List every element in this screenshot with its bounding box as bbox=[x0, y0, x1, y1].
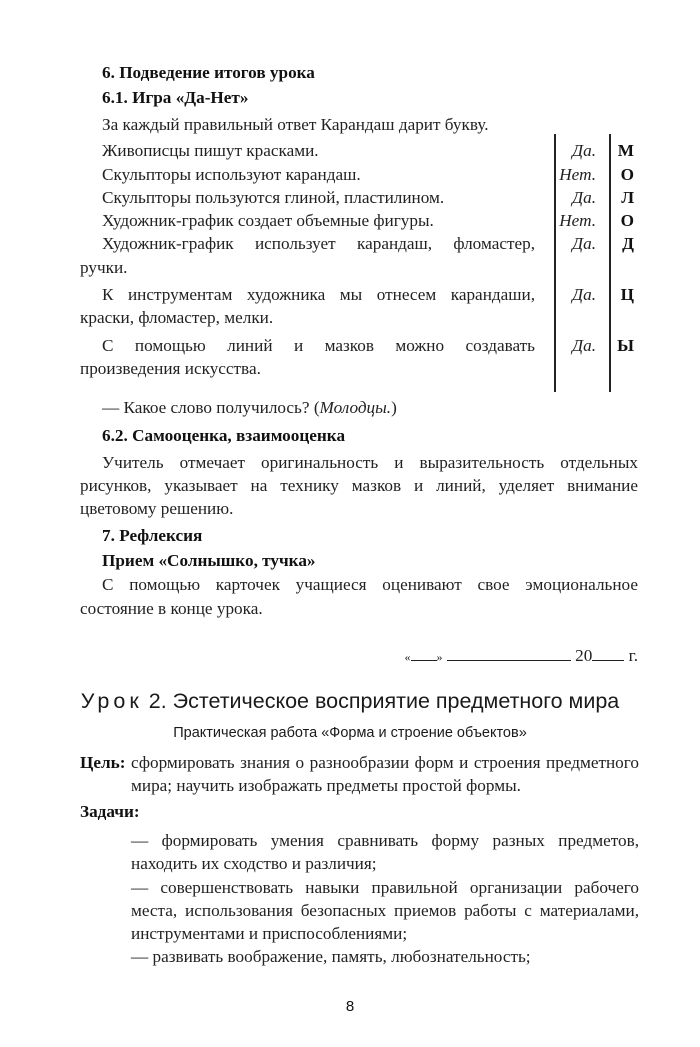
question-text: — Какое слово получилось? ( bbox=[102, 398, 320, 418]
game-statement: Художник-график создает объемные фигуры. bbox=[102, 211, 434, 231]
self-assessment-text: Учитель отмечает оригинальность и выразительность отдельных рисунков, указывает на технику мазков и линий, уделяет внимание цветовому решению. bbox=[80, 452, 638, 519]
game-letter: О bbox=[620, 164, 634, 184]
game-statement: Скульпторы используют карандаш. bbox=[102, 164, 361, 184]
game-answer: Нет. bbox=[559, 211, 596, 231]
task-item: — развивать воображение, память, любознательность; bbox=[131, 947, 531, 967]
letter-column-divider bbox=[609, 134, 611, 392]
task-item: — совершенствовать навыки правильной организации рабочего места, использования безопасных приемов работы с материалами, инструментами и приспособлениями; bbox=[131, 877, 639, 944]
game-answer: Да. bbox=[572, 187, 596, 207]
date-line bbox=[80, 644, 638, 669]
lesson-title bbox=[0, 687, 700, 715]
goal-text: сформировать знания о разнообразии форм и строения предметного мира; научить изображать предметы простой формы. bbox=[131, 753, 639, 796]
lesson-title-text: 2. Эстетическое восприятие предметного мира bbox=[148, 689, 620, 714]
date-year-prefix: 20 bbox=[575, 646, 593, 666]
date-year-blank[interactable] bbox=[592, 646, 624, 661]
task-item: — формировать умения сравнивать форму разных предметов, находить их сходство и различия; bbox=[131, 830, 639, 874]
section-7-heading: 7. Рефлексия bbox=[102, 526, 203, 546]
game-letter: Ц bbox=[620, 285, 634, 305]
section-6-1-heading: 6.1. Игра «Да-Нет» bbox=[102, 88, 249, 107]
reflection-text: С помощью карточек учащиеся оценивают свое эмоциональное состояние в конце урока. bbox=[80, 575, 638, 618]
date-close-quote: » bbox=[436, 650, 443, 665]
game-letter: М bbox=[617, 141, 634, 161]
game-answer: Да. bbox=[572, 285, 596, 305]
game-statement: К инструментам художника мы отнесем карандаши, краски, фломастер, мелки. bbox=[80, 285, 535, 328]
section-6-heading: 6. Подведение итогов урока bbox=[102, 63, 315, 82]
question-answer: Молодцы. bbox=[319, 398, 392, 418]
game-intro: За каждый правильный ответ Карандаш дарит букву. bbox=[102, 115, 489, 134]
lesson-word: Урок bbox=[80, 689, 143, 714]
date-day-blank[interactable] bbox=[411, 646, 437, 661]
goal-row bbox=[80, 751, 640, 798]
goal-label: Цель: bbox=[80, 753, 126, 773]
yes-no-game-table bbox=[80, 136, 638, 392]
lesson-subtitle: Практическая работа «Форма и строение объектов» bbox=[173, 725, 527, 742]
tasks-label: Задачи: bbox=[80, 801, 140, 821]
task-list bbox=[131, 829, 639, 969]
answer-column-divider bbox=[554, 134, 556, 392]
game-statement: Живописцы пишут красками. bbox=[102, 141, 319, 161]
date-month-blank[interactable] bbox=[447, 646, 571, 661]
date-year-suffix: г. bbox=[628, 646, 638, 666]
game-answer: Да. bbox=[572, 141, 596, 161]
game-letter: О bbox=[620, 211, 634, 231]
game-answer: Да. bbox=[572, 335, 596, 355]
section-6-2-heading: 6.2. Самооценка, взаимооценка bbox=[102, 425, 346, 445]
game-letter: Ы bbox=[617, 335, 634, 355]
game-letter: Д bbox=[622, 234, 634, 254]
lesson-goals bbox=[80, 751, 640, 969]
game-statement: С помощью линий и мазков можно создавать произведения искусства. bbox=[80, 335, 535, 378]
game-answer: Нет. bbox=[559, 164, 596, 184]
section-7-subheading: Прием «Солнышко, тучка» bbox=[102, 551, 316, 571]
question-close: ) bbox=[391, 398, 397, 418]
game-letter: Л bbox=[621, 187, 634, 207]
game-answer: Да. bbox=[572, 234, 596, 254]
game-question bbox=[80, 396, 638, 419]
game-statement: Скульпторы пользуются глиной, пластилином. bbox=[102, 187, 445, 207]
date-open-quote: « bbox=[404, 650, 411, 665]
page-number: 8 bbox=[345, 997, 355, 1015]
game-statement: Художник-график использует карандаш, фломастер, ручки. bbox=[80, 234, 535, 277]
page-content bbox=[80, 0, 638, 1047]
